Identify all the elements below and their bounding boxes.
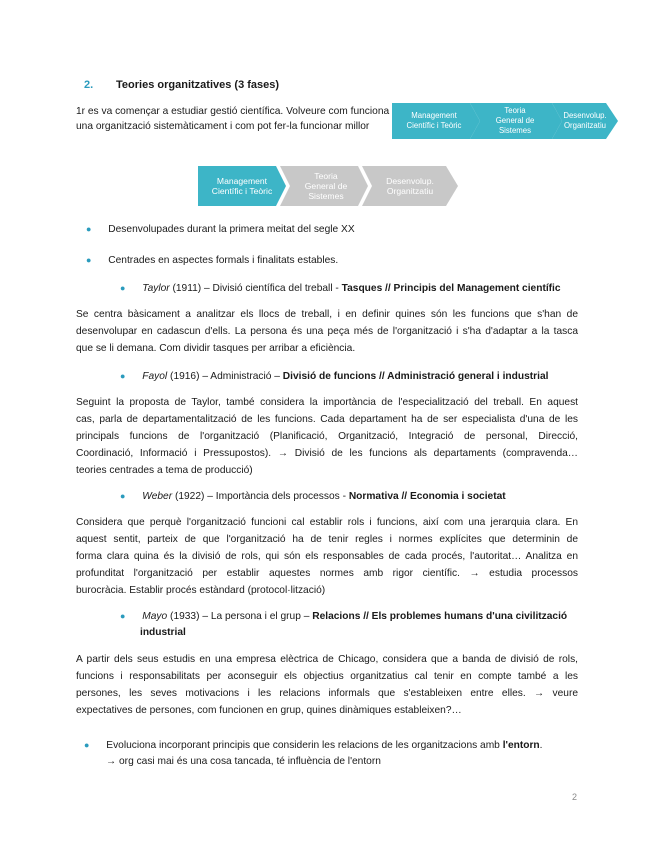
theory-paragraph-fayol: Seguint la proposta de Taylor, també considera la importància de l'especialització del treball. En aquest cas, parla de departamentalització de les funcions. Cada departament ha de ser especialista d'una de les principals funcions de l'organització (Planificació, Organització, Integració de personal, Direcció, Coordinació, Informació i Pressupostos). → Divisió de les funcions als departaments (compravenda… teories centrades a tema de producció) (76, 397, 578, 476)
final-bullet-line2: → org casi mai és una cosa tancada, té influència de l'entorn (106, 756, 381, 767)
section-title: Teories organitzatives (3 fases) (116, 79, 280, 91)
bullet-icon: ● (86, 224, 92, 234)
bullet-icon: ● (120, 611, 126, 621)
stage-label: Teoria General de Sistemes (304, 171, 348, 201)
theory-year: (1916) (170, 371, 200, 382)
final-bullet: ● Evoluciona incorporant principis que considerin les relacions de les organitzacions amb l'entorn. → org casi mai és una cosa tancada, té influència de l'entorn (84, 737, 584, 770)
theory-focus: Tasques // Principis del Management científic (341, 283, 561, 294)
bullet-icon: ● (84, 740, 90, 750)
section-heading (84, 79, 279, 91)
theory-heading-fayol (120, 368, 548, 385)
stage-label: Desenvolup. Organitzatiu (563, 111, 607, 130)
process-diagram-small (392, 102, 622, 140)
theory-year: (1922) (174, 491, 205, 502)
bullet-icon: ● (120, 371, 126, 381)
theory-focus: Normativa // Economia i societat (348, 491, 506, 502)
intro-line: una organització sistemàticament i com pot fer-la funcionar millor (76, 121, 370, 132)
process-diagram-large (198, 166, 460, 206)
final-bullet-text: Evoluciona incorporant principis que considerin les relacions de les organitzacions amb (106, 740, 500, 751)
theory-author: Mayo (142, 611, 168, 622)
intro-text (76, 104, 390, 134)
bullet-text: Desenvolupades durant la primera meitat del segle XX (108, 224, 355, 235)
final-bullet-bold: l'entorn (502, 740, 540, 751)
theory-field: – Importància dels processos - (207, 491, 346, 502)
stage-label: Teoria General de Sistemes (495, 106, 535, 135)
theory-year: (1911) (172, 283, 202, 294)
stage-label: Desenvolup. Organitzatiu (386, 176, 434, 196)
theory-author: Fayol (142, 371, 168, 382)
theory-year: (1933) (170, 611, 200, 622)
bullet-icon: ● (86, 255, 92, 265)
theory-paragraph-taylor: Se centra bàsicament a analitzar els llocs de treball, i en definir quines són les funcions que s'han de desenvolupar en cadascun d'ells. La persona és una peça més de l'organització i s'ha d'adaptar a la tasca que se li demana. Com dividir tasques per arribar a eficiència. (76, 309, 578, 354)
section-number: 2. (84, 79, 94, 91)
bullet-icon: ● (120, 283, 126, 293)
bullet-text: Centrades en aspectes formals i finalitats estables. (108, 255, 339, 266)
theory-field: – Administració – (202, 371, 280, 382)
bullet-icon: ● (120, 491, 126, 501)
stage-label: Management Científic i Teòric (406, 111, 462, 130)
page-number: 2 (572, 792, 578, 802)
theory-field: – La persona i el grup – (202, 611, 310, 622)
theory-field: – Divisió científica del treball - (204, 283, 339, 294)
bullet-item (86, 222, 355, 237)
theory-author: Taylor (142, 283, 170, 294)
intro-line: 1r es va començar a estudiar gestió científica. Volveure com funciona (76, 106, 390, 117)
theory-heading-weber (120, 488, 506, 505)
theory-heading-taylor (120, 280, 561, 297)
theory-focus: industrial (140, 627, 186, 638)
theory-paragraph-mayo: A partir dels seus estudis en una empresa elèctrica de Chicago, considera que a banda de divisió de rols, funcions i responsabilitats per aconseguir els objectius organitzatius cal tenir en compte també a les persones, les seves motivacions i les relacions informals que s'estableixen entre elles. → veure expectatives de persones, com funcionen en grup, quines dinàmiques estableixen?… (76, 654, 578, 716)
theory-author: Weber (142, 491, 173, 502)
stage-label: Management Científic i Teòric (211, 176, 273, 196)
theory-focus: Relacions // Els problemes humans d'una civilització (312, 611, 568, 622)
theory-heading-mayo (120, 608, 580, 641)
bullet-item (86, 253, 338, 268)
theory-paragraph-weber: Considera que perquè l'organització funcioni cal establir rols i funcions, així com una jerarquia clara. En aquest sentit, parteix de que l'organització ha de tenir regles i normes explícites que determinin de forma clara quina és la divisió de rols, qui són els responsables de cada procés, l'autoritat… Analitza en profunditat l'organització per establir aquestes normes amb rigor científic. → estudia processos burocràcia. Establir procés estàndard (protocol·lització) (76, 517, 578, 596)
theory-focus: Divisió de funcions // Administració general i industrial (282, 371, 549, 382)
